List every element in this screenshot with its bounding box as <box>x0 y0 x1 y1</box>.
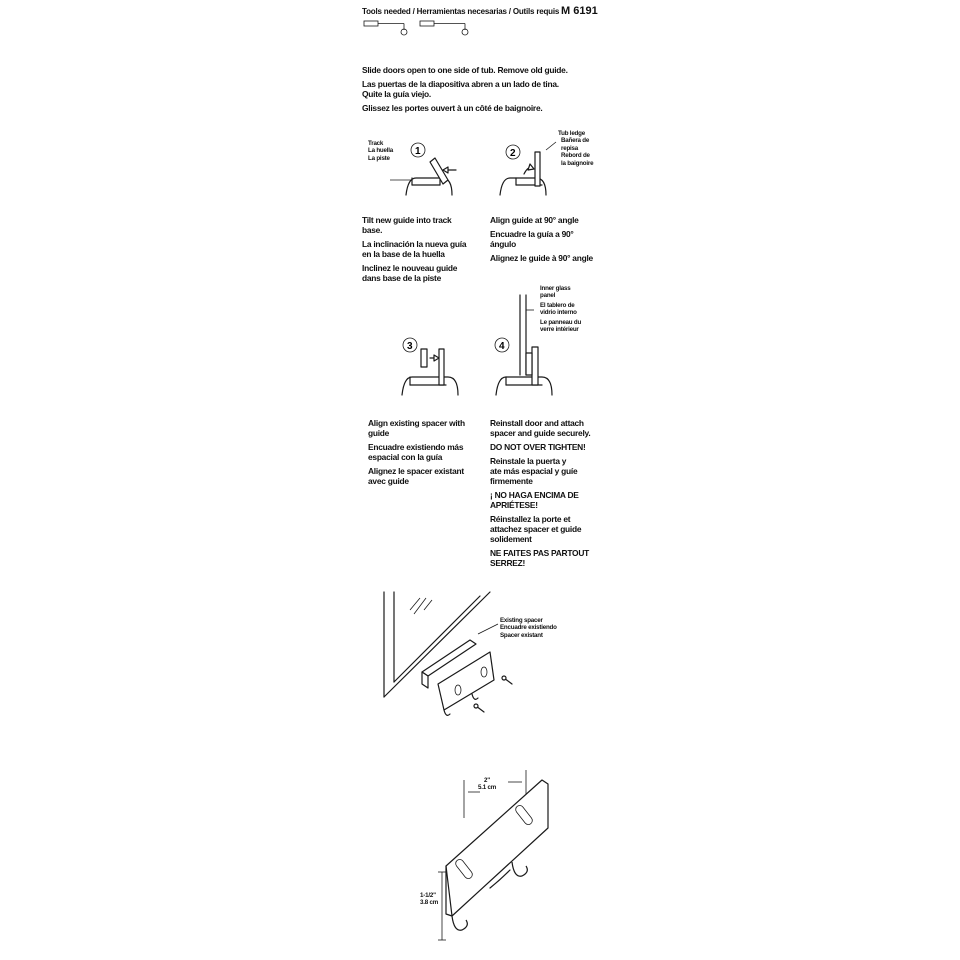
step1-diagram <box>390 140 470 210</box>
step1-instructions: Tilt new guide into track base. La inclinación la nueva guía en la base de la huella Inclinez le nouveau guide dans base de la piste <box>362 215 467 283</box>
guide-height-label: 1-1/2" 3.8 cm <box>420 892 439 907</box>
screwdriver-icon <box>364 18 424 38</box>
step3-diagram <box>398 335 478 405</box>
step2-instructions: Align guide at 90° angle Encuadre la guía a 90° ángulo Alignez le guide à 90° angle <box>490 215 593 263</box>
step4-glass-panel-label: Inner glass panel El tablero de vidrio interno Le panneau du verre intérieur <box>540 285 582 334</box>
model-number: M 6191 <box>561 5 598 17</box>
intro-english: Slide doors open to one side of tub. Remove old guide. <box>362 65 568 75</box>
step1-track-label: Track La huella La piste <box>368 140 394 162</box>
step4-instructions: Reinstall door and attach spacer and guide securely. DO NOT OVER TIGHTEN! Reinstale la puerta y ate más espacial y guíe firmemente ¡ NO HAGA ENCIMA DE APRIÉTESE! Réinstallez la porte et attachez spacer et guide solidement NE FAITES PAS PARTOUT SERREZ! <box>490 418 591 568</box>
step1-number: 1 <box>415 146 421 157</box>
guide-dimension-diagram <box>420 770 580 950</box>
intro-spanish-1: Las puertas de la diapositiva abren a un lado de tina. <box>362 79 559 89</box>
intro-french: Glissez les portes ouvert à un côté de baignoire. <box>362 103 543 113</box>
intro-instructions <box>362 65 568 113</box>
screwdriver-phillips-icon <box>420 18 480 38</box>
assembly-diagram <box>380 592 530 722</box>
guide-width-label: 2" 5.1 cm <box>478 777 497 792</box>
step3-instructions: Align existing spacer with guide Encuadre existiendo más espacial con la guía Alignez le spacer existant avec guide <box>368 418 465 486</box>
intro-spanish-2: Quite la guía viejo. <box>362 89 431 99</box>
existing-spacer-label: Existing spacer Encuadre existiendo Spacer existant <box>500 617 557 639</box>
step3-number: 3 <box>407 341 413 352</box>
tools-needed-heading: Tools needed / Herramientas necesarias / Outils requis <box>362 7 560 16</box>
step2-number: 2 <box>510 148 516 159</box>
step2-tub-ledge-label: Tub ledge Bañera de repisa Rebord de la baignoire <box>558 130 594 167</box>
step4-number: 4 <box>499 341 505 352</box>
